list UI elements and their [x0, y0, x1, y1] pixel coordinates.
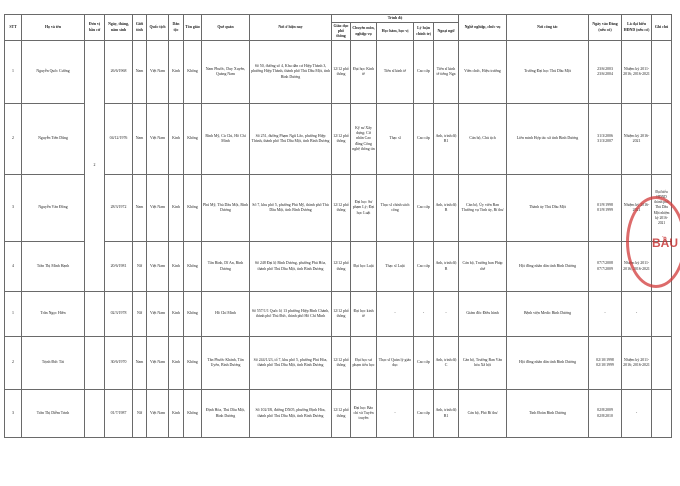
cell-job: Giám đốc Điều hành [459, 292, 507, 337]
cell-dob: 01/7/1987 [105, 390, 133, 438]
cell-council: Nhiệm kỳ 2016-2021 [622, 104, 652, 175]
col-unit: Đơn vị bầu cử [85, 15, 105, 41]
cell-politics: Cao cấp [414, 337, 434, 390]
cell-name: Trần Thị Minh Hạnh [22, 242, 85, 292]
cell-degree: Tiến sĩ kinh tế [377, 41, 414, 104]
col-group-education: Trình độ [332, 15, 459, 23]
col-major: Chuyên môn, nghiệp vụ [351, 23, 377, 41]
cell-workplace: Liên minh Hợp tác xã tỉnh Bình Dương [507, 104, 589, 175]
cell-stt: 3 [5, 390, 22, 438]
cell-hometown: Bình Mỹ, Củ Chi, Hồ Chí Minh [202, 104, 250, 175]
cell-ethnic: Kinh [169, 390, 184, 438]
cell-note: Đại biểu HĐND thành phố Thủ Dầu Một nhiệm kỳ 2016-2021 [652, 175, 672, 242]
cell-address: Số 557/1/1 Quốc lộ 13 phường Hiệp Bình Chánh, thành phố Thủ Đức, thành phố Hồ Chí Minh [250, 292, 332, 337]
candidate-table [4, 14, 672, 438]
cell-job: Cán bộ, Chủ tịch [459, 104, 507, 175]
cell-hometown: Nam Phước, Duy Xuyên, Quảng Nam [202, 41, 250, 104]
cell-workplace: Trường Đại học Thủ Dầu Một [507, 41, 589, 104]
cell-school: 12/12 phổ thông [332, 292, 351, 337]
cell-degree: Thạc sĩ chính sách công [377, 175, 414, 242]
cell-stt: 1 [5, 292, 22, 337]
cell-name: Trịnh Đức Tài [22, 337, 85, 390]
col-note: Ghi chú [652, 15, 672, 41]
col-workplace: Nơi công tác [507, 15, 589, 41]
cell-religion: Không [184, 292, 202, 337]
header-row [5, 15, 672, 23]
cell-gender: Nam [133, 104, 147, 175]
cell-note [652, 41, 672, 104]
cell-job: Cán bộ, Trưởng ban Pháp chế [459, 242, 507, 292]
cell-unit [85, 337, 105, 390]
col-dob: Ngày, tháng, năm sinh [105, 15, 133, 41]
col-school: Giáo dục phổ thông [332, 23, 351, 41]
cell-dob: 04/12/1976 [105, 104, 133, 175]
cell-name: Trần Thị Diễm Trinh [22, 390, 85, 438]
cell-nationality: Việt Nam [147, 175, 169, 242]
cell-party: 02/8/2009 02/8/2010 [589, 390, 622, 438]
cell-ethnic: Kinh [169, 175, 184, 242]
col-nationality: Quốc tịch [147, 15, 169, 41]
cell-nationality: Việt Nam [147, 390, 169, 438]
cell-note [652, 337, 672, 390]
cell-religion: Không [184, 175, 202, 242]
cell-nationality: Việt Nam [147, 104, 169, 175]
cell-degree: Thạc sĩ Luật [377, 242, 414, 292]
cell-party: - [589, 292, 622, 337]
cell-religion: Không [184, 337, 202, 390]
cell-job: Cán bộ, Phó Bí thư [459, 390, 507, 438]
cell-dob: 26/6/1968 [105, 41, 133, 104]
cell-name: Trần Ngọc Hiền [22, 292, 85, 337]
cell-gender: Nam [133, 337, 147, 390]
cell-name: Nguyễn Quốc Cường [22, 41, 85, 104]
cell-party: 23/6/2003 23/6/2004 [589, 41, 622, 104]
col-politics: Lý luận chính trị [414, 23, 434, 41]
cell-dob: 30/6/1970 [105, 337, 133, 390]
cell-hometown: Hồ Chí Minh [202, 292, 250, 337]
col-stt: STT [5, 15, 22, 41]
cell-name: Nguyễn Văn Đông [22, 175, 85, 242]
col-religion: Tôn giáo [184, 15, 202, 41]
cell-hometown: Tân Bình, Dĩ An, Bình Dương [202, 242, 250, 292]
cell-gender: Nam [133, 41, 147, 104]
cell-gender: Nữ [133, 242, 147, 292]
table-row [5, 175, 672, 242]
cell-stt: 2 [5, 104, 22, 175]
cell-language: Anh, trình độ C [434, 337, 459, 390]
cell-major: Đại học Luật [351, 242, 377, 292]
table-row [5, 41, 672, 104]
cell-council: Nhiệm kỳ 2011-2016; 2016-2021 [622, 337, 652, 390]
cell-dob: 28/3/1972 [105, 175, 133, 242]
cell-stt: 2 [5, 337, 22, 390]
cell-religion: Không [184, 41, 202, 104]
cell-workplace: Hội đồng nhân dân tỉnh Bình Dương [507, 337, 589, 390]
cell-stt: 3 [5, 175, 22, 242]
cell-politics: Cao cấp [414, 41, 434, 104]
cell-name: Nguyễn Tiến Dũng [22, 104, 85, 175]
cell-stt: 1 [5, 41, 22, 104]
cell-language: Anh, trình độ B1 [434, 104, 459, 175]
cell-job: Cán bộ, Ủy viên Ban Thường vụ Tỉnh ủy, Bí thư [459, 175, 507, 242]
col-degree: Học hàm, học vị [377, 23, 414, 41]
cell-dob: 20/6/1981 [105, 242, 133, 292]
cell-major: Đại học Sư phạm Lý; Đại học Luật [351, 175, 377, 242]
cell-religion: Không [184, 242, 202, 292]
cell-unit [85, 292, 105, 337]
cell-ethnic: Kinh [169, 292, 184, 337]
col-council: Là đại biểu HĐND (nếu có) [622, 15, 652, 41]
cell-major: Đại học kinh tế [351, 292, 377, 337]
cell-address: Số 251, đường Phạm Ngũ Lão, phường Hiệp Thành, thành phố Thủ Dầu Một, tỉnh Bình Dương [250, 104, 332, 175]
cell-unit: 2 [85, 41, 105, 292]
cell-major: Đại học sư phạm tiểu học [351, 337, 377, 390]
cell-note [652, 292, 672, 337]
cell-party: 31/3/2006 31/3/2007 [589, 104, 622, 175]
table-row [5, 390, 672, 438]
cell-hometown: Phú Mỹ, Thủ Dầu Một, Bình Dương [202, 175, 250, 242]
cell-degree: Thạc sĩ [377, 104, 414, 175]
cell-council: Nhiệm kỳ 2011-2016; 2016-2021 [622, 41, 652, 104]
cell-workplace: Bệnh viện Medic Bình Dương [507, 292, 589, 337]
cell-ethnic: Kinh [169, 337, 184, 390]
cell-major: Đại học Báo chí và Tuyên truyền [351, 390, 377, 438]
cell-job: Viên chức, Hiệu trưởng [459, 41, 507, 104]
cell-address: Số 102/1B, đường DX05, phường Định Hòa, thành phố Thủ Dầu Một, tỉnh Bình Dương [250, 390, 332, 438]
cell-gender: Nữ [133, 390, 147, 438]
col-ethnic: Dân tộc [169, 15, 184, 41]
cell-unit [85, 390, 105, 438]
cell-council: Nhiệm kỳ 2016-2021 [622, 175, 652, 242]
cell-language: Anh, trình độ B [434, 175, 459, 242]
cell-address: Số 244/1/23, tổ 7, khu phố 5, phường Phú Hòa, thành phố Thủ Dầu Một, tỉnh Bình Dương [250, 337, 332, 390]
cell-gender: Nữ [133, 292, 147, 337]
cell-nationality: Việt Nam [147, 41, 169, 104]
cell-address: Số 7, khu phố 5, phường Phú Mỹ, thành phố Thủ Dầu Một, tỉnh Bình Dương [250, 175, 332, 242]
cell-school: 12/12 phổ thông [332, 242, 351, 292]
table-row [5, 104, 672, 175]
cell-note [652, 390, 672, 438]
cell-workplace: Tỉnh Đoàn Bình Dương [507, 390, 589, 438]
cell-degree: - [377, 292, 414, 337]
cell-ethnic: Kinh [169, 104, 184, 175]
cell-stt: 4 [5, 242, 22, 292]
cell-degree: - [377, 390, 414, 438]
table-row [5, 292, 672, 337]
col-hometown: Quê quán [202, 15, 250, 41]
col-job: Nghề nghiệp, chức vụ [459, 15, 507, 41]
cell-party: 01/9/1998 01/9/1999 [589, 175, 622, 242]
cell-major: Đại học Kinh tế [351, 41, 377, 104]
cell-nationality: Việt Nam [147, 242, 169, 292]
cell-job: Cán bộ, Trưởng Ban Văn hóa Xã hội [459, 337, 507, 390]
cell-party: 02/10/1998 02/10/1999 [589, 337, 622, 390]
cell-ethnic: Kinh [169, 41, 184, 104]
cell-degree: Thạc sĩ Quản lý giáo dục [377, 337, 414, 390]
cell-address: Số 50, đường số 4, Khu dân cư Hiệp Thành 3, phường Hiệp Thành, thành phố Thủ Dầu Một, tỉnh Bình Dương [250, 41, 332, 104]
cell-ethnic: Kinh [169, 242, 184, 292]
cell-school: 12/12 phổ thông [332, 175, 351, 242]
cell-religion: Không [184, 104, 202, 175]
cell-council: - [622, 292, 652, 337]
cell-politics: Cao cấp [414, 242, 434, 292]
cell-language: Anh, trình độ B [434, 242, 459, 292]
col-party: Ngày vào Đảng (nếu có) [589, 15, 622, 41]
cell-council: - [622, 390, 652, 438]
cell-language: Tiến sĩ kinh tế tiếng Nga [434, 41, 459, 104]
col-gender: Giới tính [133, 15, 147, 41]
cell-politics: - [414, 292, 434, 337]
cell-party: 07/7/2008 07/7/2009 [589, 242, 622, 292]
cell-language: Anh, trình độ B1 [434, 390, 459, 438]
table-row [5, 242, 672, 292]
cell-address: Số 248 Đại lộ Bình Dương, phường Phú Hòa, thành phố Thủ Dầu Một, tỉnh Bình Dương [250, 242, 332, 292]
col-language: Ngoại ngữ [434, 23, 459, 41]
cell-nationality: Việt Nam [147, 337, 169, 390]
cell-politics: Cao cấp [414, 104, 434, 175]
cell-council: Nhiệm kỳ 2011-2016; 2016-2021 [622, 242, 652, 292]
cell-politics: Cao cấp [414, 175, 434, 242]
cell-school: 12/12 phổ thông [332, 337, 351, 390]
table-row [5, 337, 672, 390]
cell-hometown: Định Hòa, Thủ Dầu Một, Bình Dương [202, 390, 250, 438]
cell-workplace: Hội đồng nhân dân tỉnh Bình Dương [507, 242, 589, 292]
col-name: Họ và tên [22, 15, 85, 41]
cell-school: 12/12 phổ thông [332, 390, 351, 438]
cell-language: - [434, 292, 459, 337]
cell-politics: Cao cấp [414, 390, 434, 438]
cell-religion: Không [184, 390, 202, 438]
cell-school: 12/12 phổ thông [332, 104, 351, 175]
cell-note [652, 104, 672, 175]
stamp-text: BẦU [652, 236, 678, 250]
cell-school: 12/12 phổ thông [332, 41, 351, 104]
col-address: Nơi ở hiện nay [250, 15, 332, 41]
cell-gender: Nam [133, 175, 147, 242]
cell-workplace: Thành ủy Thủ Dầu Một [507, 175, 589, 242]
cell-hometown: Tân Phước Khánh, Tân Uyên, Bình Dương [202, 337, 250, 390]
cell-dob: 02/3/1978 [105, 292, 133, 337]
cell-nationality: Việt Nam [147, 292, 169, 337]
cell-major: Kỹ sư Xây dựng; Cử nhân Cao đẳng Công nghệ thông tin [351, 104, 377, 175]
